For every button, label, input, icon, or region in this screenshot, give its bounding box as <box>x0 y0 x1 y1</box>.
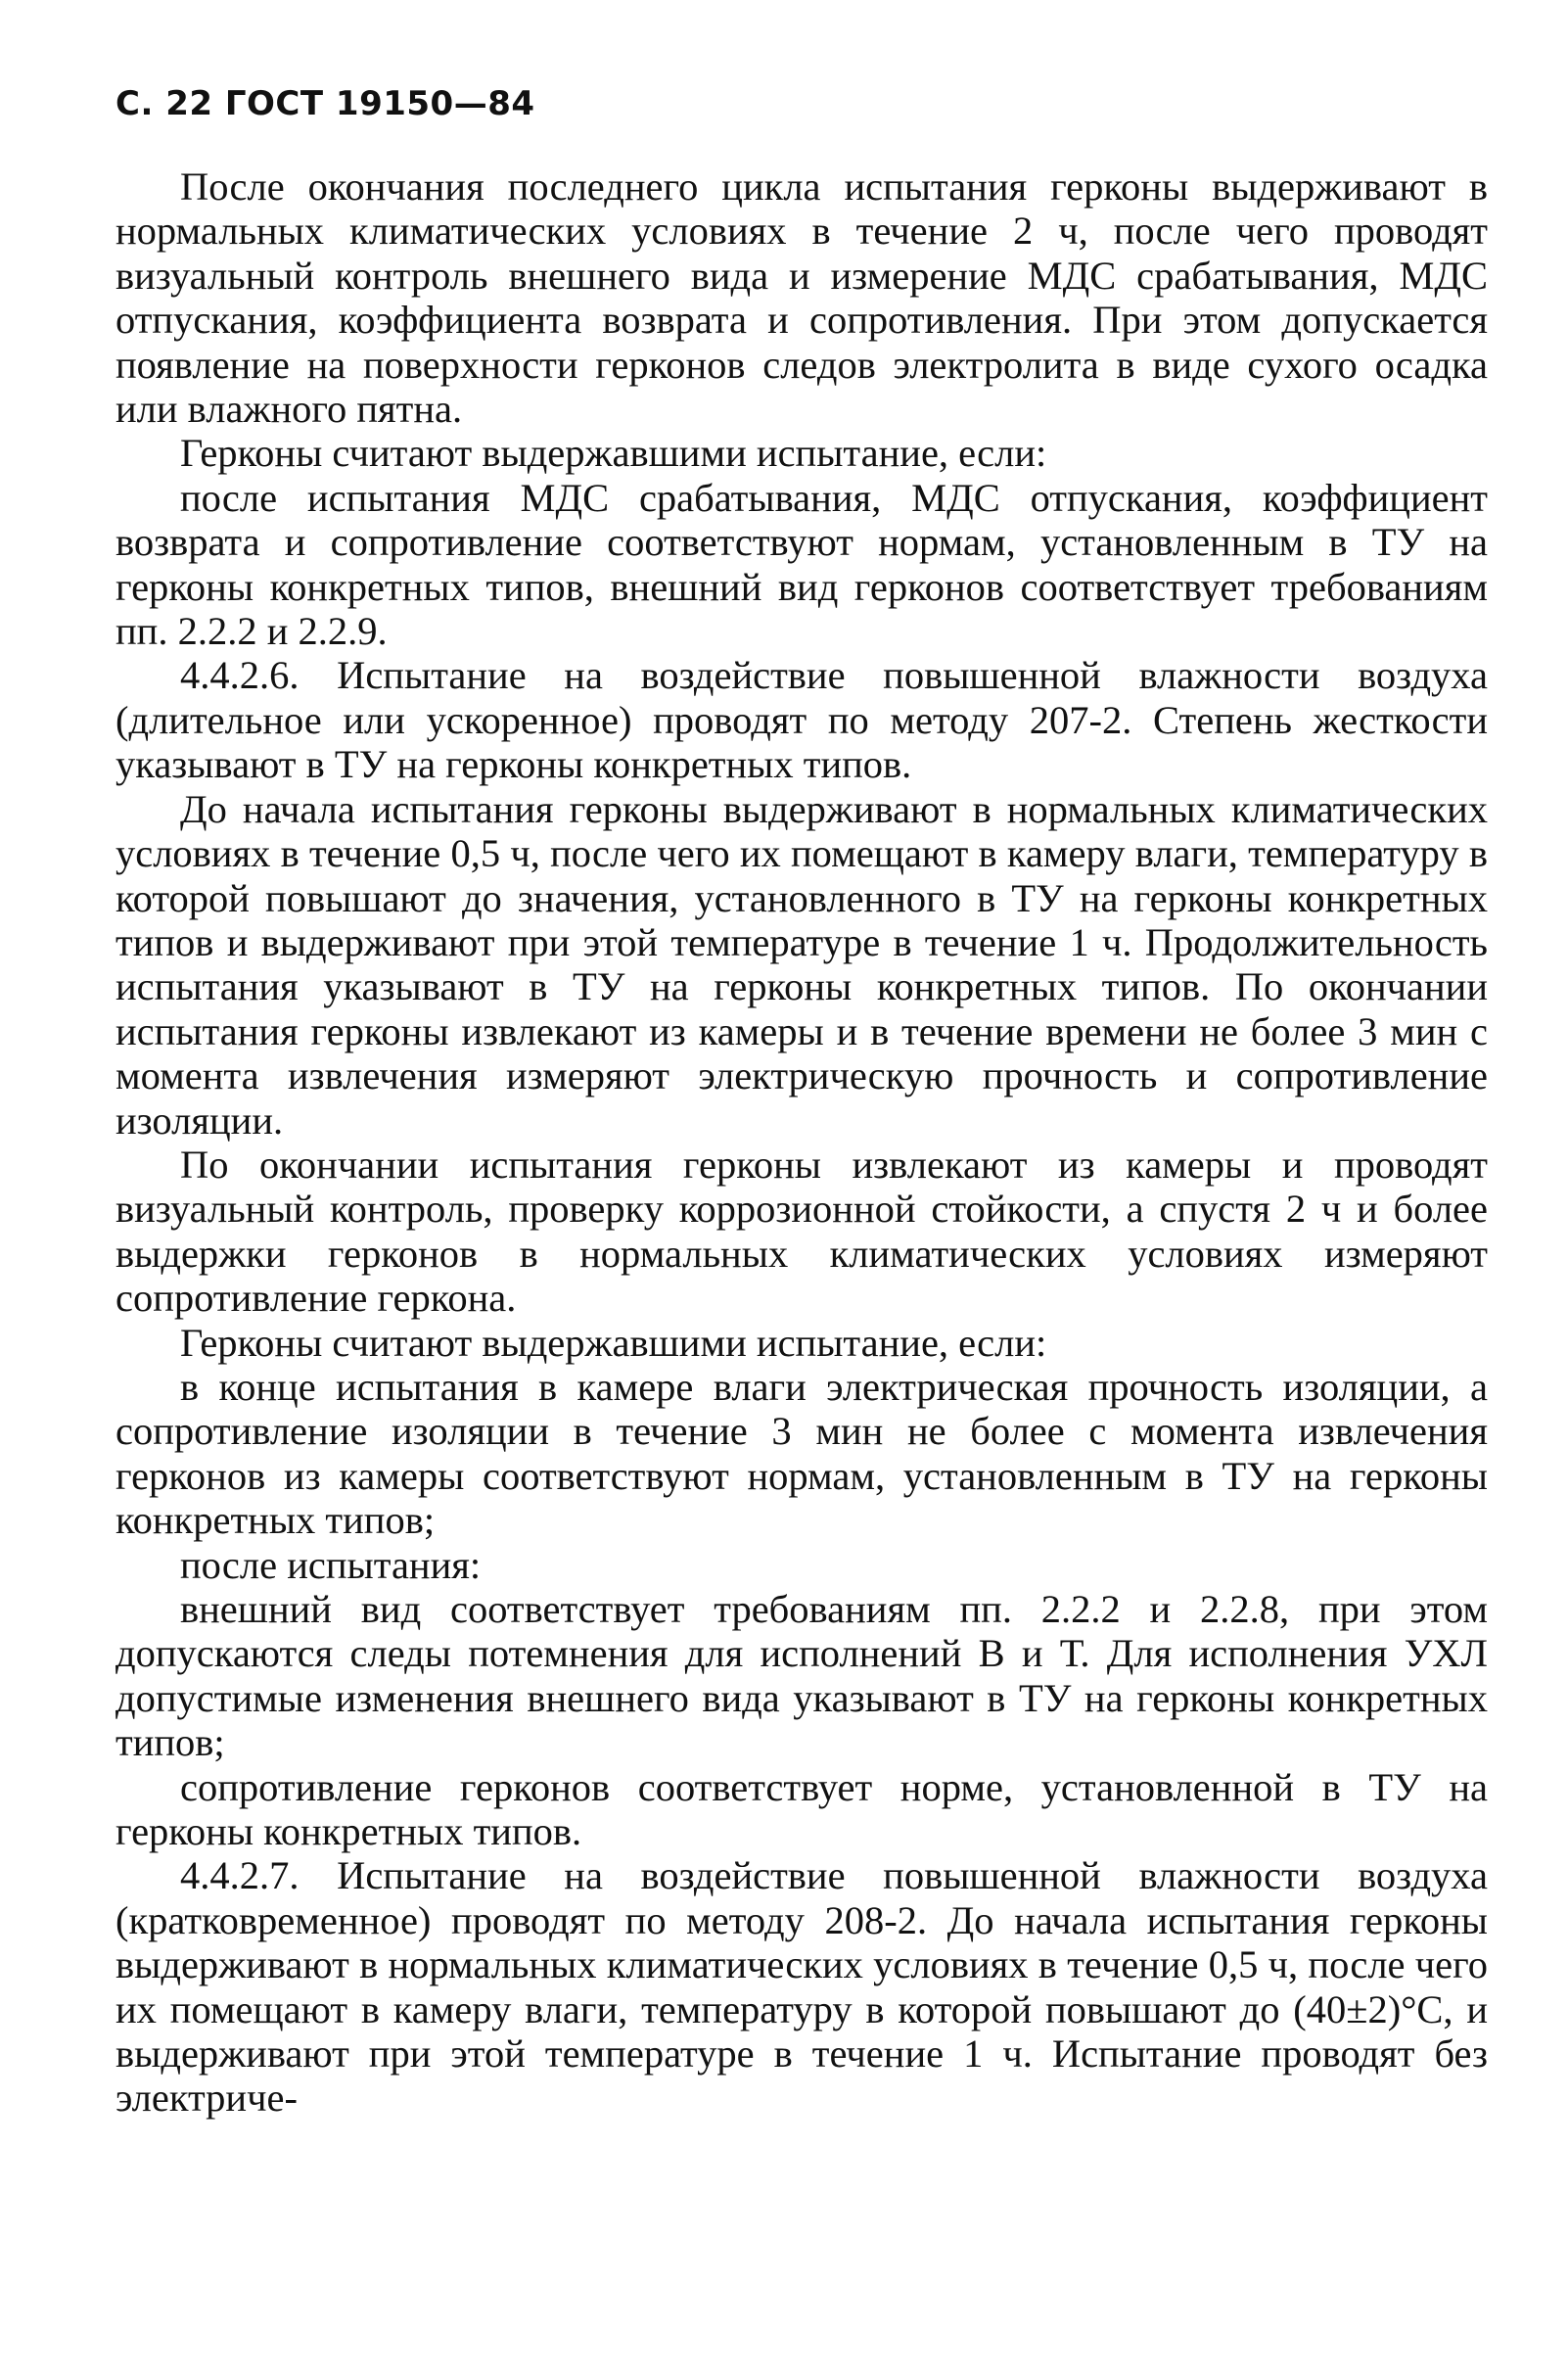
paragraph-clause-4-4-2-7: 4.4.2.7. Испытание на воздействие повышенной влажности воздуха (кратковременное) проводят по методу 208-2. До начала испытания герконы выдерживают в нормальных климатических условиях в течение 0,5 ч, после чего их помещают в камеру влаги, температуру в которой повышают до (40±2)°С, и выдерживают при этой температуре в течение 1 ч. Испытание проводят без электриче- <box>115 1853 1488 2121</box>
paragraph-before-test: До начала испытания герконы выдерживают в нормальных климатических условиях в течение 0,5 ч, после чего их помещают в камеру влаги, температуру в которой повышают до значения, установленного в ТУ на герконы конкретных типов и выдерживают при этой температуре в течение 1 ч. Продолжительность испытания указывают в ТУ на герконы конкретных типов. По окончании испытания герконы извлекают из камеры и в течение времени не более 3 мин с момента извлечения измеряют электрическую прочность и сопротивление изоляции. <box>115 786 1488 1143</box>
paragraph-clause-4-4-2-6: 4.4.2.6. Испытание на воздействие повышенной влажности воздуха (длительное или ускоренное) проводят по методу 207-2. Степень жесткости указывают в ТУ на герконы конкретных типов. <box>115 653 1488 787</box>
paragraph-after-test-2: По окончании испытания герконы извлекают из камеры и проводят визуальный контроль, проверку коррозионной стойкости, а спустя 2 ч и более выдержки герконов в нормальных климатических условиях измеряют сопротивление геркона. <box>115 1142 1488 1321</box>
paragraph-resistance: сопротивление герконов соответствует норме, установленной в ТУ на герконы конкретных типов. <box>115 1764 1488 1854</box>
paragraph-after-cycle: После окончания последнего цикла испытания герконы выдерживают в нормальных климатических условиях в течение 2 ч, после чего проводят визуальный контроль внешнего вида и измерение МДС срабатывания, МДС отпускания, коэффициента возврата и сопротивления. При этом допускается появление на поверхности герконов следов электролита в виде сухого осадка или влажного пятна. <box>115 164 1488 432</box>
document-body <box>115 164 1488 2121</box>
paragraph-pass-criteria-1: Герконы считают выдержавшими испытание, если: <box>180 431 1047 476</box>
paragraph-after-test-label: после испытания: <box>180 1542 482 1587</box>
paragraph-appearance: внешний вид соответствует требованиям пп. 2.2.2 и 2.2.8, при этом допускаются следы потемнения для исполнений В и Т. Для исполнения УХЛ допустимые изменения внешнего вида указывают в ТУ на герконы конкретных типов; <box>115 1587 1488 1765</box>
paragraph-humidity-chamber: в конце испытания в камере влаги электрическая прочность изоляции, а сопротивление изоляции в течение 3 мин не более с момента извлечения герконов из камеры соответствуют нормам, установленным в ТУ на герконы конкретных типов; <box>115 1364 1488 1543</box>
paragraph-after-test-1: после испытания МДС срабатывания, МДС отпускания, коэффициент возврата и сопротивление соответствуют нормам, установленным в ТУ на герконы конкретных типов, внешний вид герконов соответствует требованиям пп. 2.2.2 и 2.2.9. <box>115 475 1488 654</box>
paragraph-pass-criteria-2: Герконы считают выдержавшими испытание, если: <box>180 1320 1047 1365</box>
page-header: С. 22 ГОСТ 19150—84 <box>115 84 535 123</box>
